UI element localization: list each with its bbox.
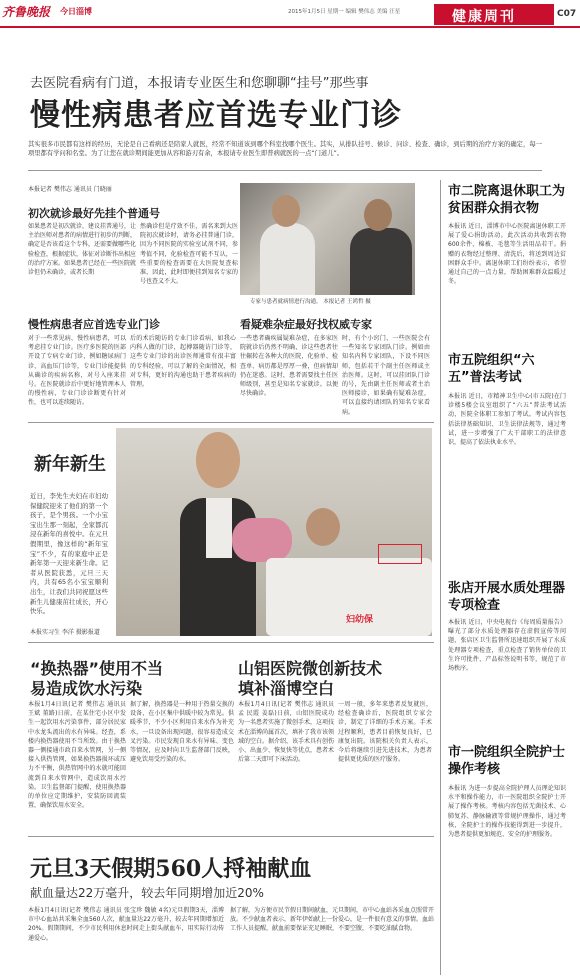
photo-doctor-consult: [240, 183, 415, 295]
sidebar-title-4: 市一院组织全院护士操作考核: [448, 745, 566, 777]
heat-text-2: 据了解，换热器是一种用于热量交换的设备，在小区集中供暖中较为常见。供暖季节，不少小区利用自来水作为补充水，一旦设备出现问题，很容易造成交叉污染。市民发现自来水有异味、变色等情况，应及时向卫生监督部门反映，避免饮用受污染的水。: [130, 701, 234, 764]
col3-text: 后的术后随访的专业门诊看病，如我心内科人做的门诊，起搏器随访门诊等，这些专业门诊的出诊医师通常有很丰富的专科经验，可以了解的全面情况，相对专科，更好的沟通也助于患者疾病的管理。: [130, 335, 236, 389]
sidebar-title-1: 市二院离退休职工为贫困群众捐衣物: [448, 184, 566, 216]
heat-title-a: “换热器”使用不当: [30, 659, 164, 678]
newborn-credit: 本报实习生 李洋 摄影报道: [30, 629, 100, 636]
lead-intro: 其实很多市民都有这样的经历，无论是自己看病还是陪家人就医，经常不知道该到哪个科室找哪个医生。其实，从排队挂号、候诊、问诊、检查、确诊，到后期的治疗方案的确定，每一项里都有学问和名堂。为了让您在就诊期间能更加从容和游刃有余，本报请专业医生即普病就医的一点“门道儿”。: [28, 141, 542, 158]
father-shirt: [206, 498, 232, 558]
blood-title: 元旦3天假期560人捋袖献血: [30, 856, 312, 882]
sidebar-title-2: 市五院组织“六五”普法考试: [448, 353, 535, 385]
subhead-1: 初次就诊最好先挂个普通号: [28, 207, 160, 220]
sub1-text-b: 然确诊但是疗效不佳，需名来到大医院初次就诊时，请务必挂普通门诊，因为不同医院的实验室试剂不同，参考值不同，化验检查可能不互认，一些重要的检查需要在大医院复查标准，因此，此时即便挂到知名专家的号也查义不大。: [140, 223, 238, 286]
sidebar-text-4: 本报讯 为进一步提高全院护理人员理论知识水平和操作能力，市一医院组织全院护士开展了操作考核。考核内容包括无菌技术、心肺复苏、静脉输液等常规护理操作，通过考核，全院护士的操作技能得到进一步提升，为患者提供更加规范、安全的护理服务。: [448, 785, 566, 839]
doctor-head: [272, 195, 300, 227]
doctor-figure: [260, 223, 315, 295]
newborn-text: 近日，李先生夫妇在市妇幼保健院迎来了他们的第一个孩子，是个男孩。一个小宝宝出生那一刻起，全家都沉浸在新年的喜悦中。在元旦假期里，像这样的“新年宝宝”不少，有的家庭中正是新年第一天迎来新生命。记者从医院获悉，元旦三天内，共有65名小宝宝顺利出生，让我们共同祝愿这些新生儿健康茁壮成长，开心快乐。: [30, 492, 108, 616]
blood-subtitle: 献血量达22万毫升，较去年同期增加近20%: [30, 886, 264, 900]
bottom-rule: [28, 836, 434, 837]
hospital-sign-text: 妇幼保: [346, 615, 374, 625]
masthead-rule: [0, 26, 580, 28]
sidebar-text-3: 本报讯 近日，中央电视台《每周质量报告》曝光了部分水质处理器存在虚假宣传等问题，张店区卫生监督所迅速组织开展了水质处理器专项检查，重点检查了销售单位的卫生许可批件、产品标签说明书等，规范了市场秩序。: [448, 619, 566, 673]
brand-subtitle: 今日淄博: [60, 7, 92, 16]
subhead-3: 看疑难杂症最好找权威专家: [240, 318, 372, 331]
shanlv-title-a: 山铝医院微创新技术: [238, 659, 383, 678]
date-line: 2015年1月5日 星期一 编辑 樊伟志 美编 汪星: [288, 9, 401, 15]
shanlv-text: 本报1月4日讯(记者 樊伟志 通讯员 孟 民霞 姜磊)日前，山铝医院成功为一名患者实施了微创手术，这项技术在淄博尚属首次，填补了我市该领域的空白。据介绍，该手术具有创伤小、出血少、恢复快等优点，患者术后第二天即可下床活动。: [238, 701, 334, 764]
sidebar-text-1: 本报讯 近日，淄博市中心医院离退休职工开展了爱心捐助活动。此次活动共收到衣物600余件，棉被、毛毯等生活用品若干。捐赠的衣物经过整理、清洗后，将送到周边贫困群众手中。离退休职工们纷纷表示，希望通过自己的一点力量，帮助困难群众温暖过冬。: [448, 223, 566, 286]
blood-text-2: 据了解，为方便市民节假日期间献血，元旦期间，市中心血站各采血点照常开放。不少献血者表示，新年伊始献上一份爱心，是一件很有意义的事情。血站工作人员提醒，献血前要保证充足睡眠，不要空腹，不要吃油腻食物。: [230, 907, 434, 933]
mid-rule: [28, 642, 434, 643]
photo1-caption: 专家与患者就病情进行沟通。 本报记者 王鸿哲 摄: [250, 299, 371, 305]
sidebar-text-2: 本报讯 近日，市精神卫生中心(市五院)在门诊楼5楼会议室组织了“六五”普法考试活动，医院全体职工参加了考试。考试内容包括法律基础知识、卫生法律法规等，通过考试，进一步增强了广大干部职工的法律意识，提高了依法执业水平。: [448, 393, 566, 447]
patient-head: [364, 199, 392, 231]
section-title: 健康周刊: [452, 9, 516, 25]
brand-logo: 齐鲁晚报: [2, 5, 51, 19]
page-number: C07: [557, 9, 577, 19]
heat-title-b: 易造成饮水污染: [30, 679, 143, 698]
mother-head: [306, 508, 340, 546]
newborn-title: 新年新生: [34, 454, 106, 475]
shanlv-text-2: 一周一般，多年来患者反复就医，经检查确诊后，医院组织专家会诊，制定了详细的手术方案。手术过程顺利，患者目前恢复良好，已康复出院。该院相关负责人表示，今后将继续引进先进技术，为患者提供更优质的医疗服务。: [338, 701, 432, 764]
lead-kicker: 去医院看病有门道，本报请专业医生和您聊聊“挂号”那些事: [30, 76, 369, 91]
subhead-2: 慢性病患者应首选专业门诊: [28, 318, 160, 331]
col5-text: 时，有个小窍门，一些医院会有一些知名专家团队门诊。例如由知名内科专家团队，下设不同医师，包括若干个副主任医师或主治医师。这时，可以挂团队门诊的号，先由副主任医师或者主治医师接诊，如果确有疑难杂症，可以直接约请团队的知名专家看病。: [342, 335, 430, 416]
lead-rule: [28, 170, 542, 171]
sub1-text-a: 如果患者是初次就诊，建议挂普通号，让主治医师对患者的病情进行初步的判断，确定是否该看这个专科，还需要做哪些化验检查，根据症状，体征对诊断作出相应的治疗方案。如果患者已经在一些医院就诊但仍未确诊，或者长期: [28, 223, 136, 277]
sub2-text: 对于一些常见病、慢性病患者，可以考虑挂专业门诊。医疗多医院的医部开设了专病专业门诊，例如糖尿病门诊、高血压门诊等，专业门诊能提供从确诊的疾病名称，对号入座来挂号。在医院就诊后中更好地管理本人的慢性病，专业门诊诊断更有针对性，也可以连续随访。: [28, 335, 126, 407]
lead-headline: 慢性病患者应首选专业门诊: [30, 98, 402, 133]
shanlv-title-b: 填补淄博空白: [238, 679, 335, 698]
hospital-sign: [378, 544, 422, 564]
baby-bundle: [232, 518, 292, 562]
blood-text: 本报1月4日讯(记者 樊伟志 通讯员 张宝珍 魏敏 4名)元旦假期3天，淄博市中心血站共采集全血560人次，献血量达22万毫升，较去年同期增加近20%。假期期间，不少市民利用休息时间走上街头献血车，用实际行动传递爱心。: [28, 907, 224, 942]
photo-newborn-family: [116, 428, 432, 636]
father-head: [196, 432, 240, 488]
sidebar-divider: [440, 180, 441, 975]
heat-text: 本报1月4日讯(记者 樊伟志 通讯员 王斌 董路)日前，在某住宅小区中发生一起饮用水污染事件，部分居民家中水龙头流出的水有异味。经查，系楼内换热器使用不当所致。由于换热器一侧接通市政自来水管网，另一侧接入供热管网，如果换热器损坏或压力不平衡，供热管网中的水就可能回流到自来水管网中，造成饮用水污染。卫生监督部门提醒，使用换热器的单位应定期维护，安装防回流装置，确保饮用水安全。: [28, 701, 126, 810]
patient-figure: [350, 228, 412, 295]
lead-byline: 本报记者 樊伟志 通讯员 门晓丽: [28, 186, 112, 193]
sidebar-title-3: 张店开展水质处理器专项检查: [448, 581, 566, 613]
col4-text: 一些患者确疾属疑难杂症，在多家医院就诊后仍然不明确，诊这些患者往往辗转在各种大的医院，化验单、检查单、病历都是厚厚一叠，但病情却仍在迷惑。这时，患者需要找主任医师级别，甚至是知名专家就诊。以便尽快确诊。: [240, 335, 338, 398]
masthead: [0, 0, 580, 28]
